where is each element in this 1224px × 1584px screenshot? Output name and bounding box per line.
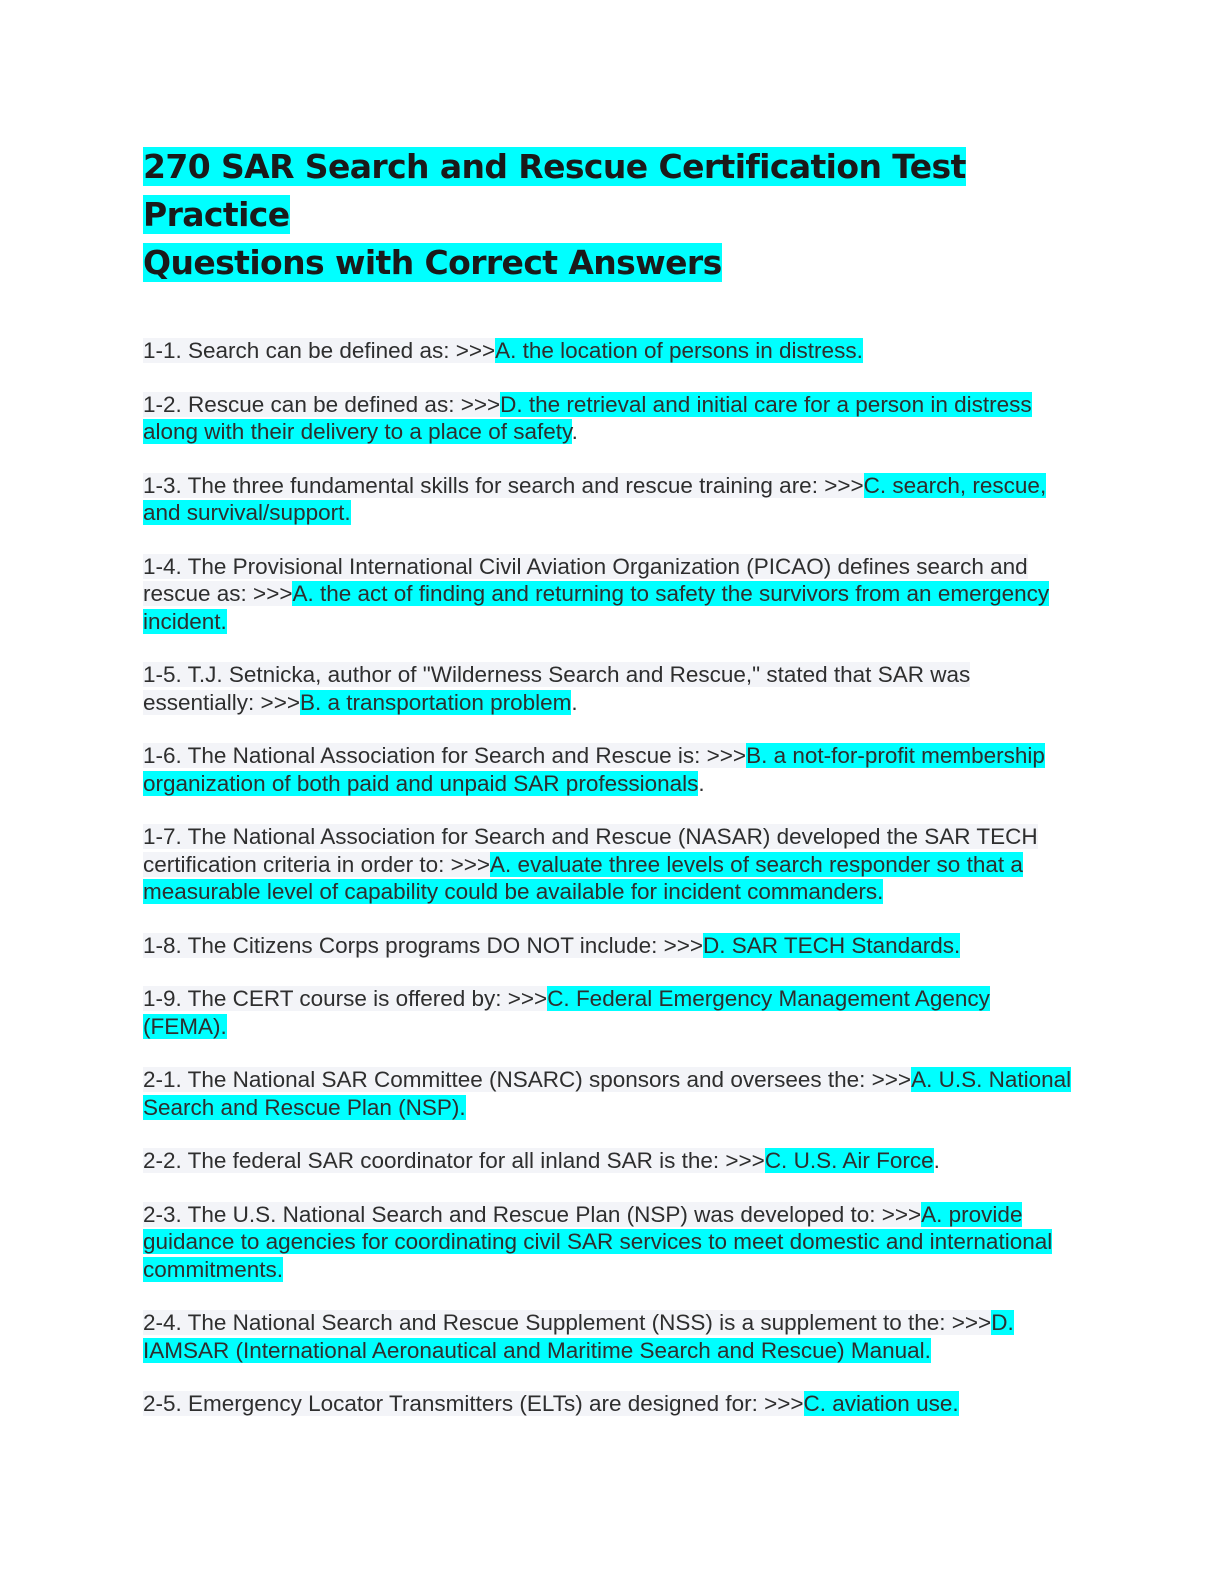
answer-highlight: B. a not-for-profit membership organization of both paid and unpaid SAR professionals [143,743,1045,796]
question-text: 1-7. The National Association for Search and Rescue (NASAR) developed the SAR TECH certification criteria in order to: >>> [143,824,1038,877]
question-text: 1-5. T.J. Setnicka, author of "Wilderness Search and Rescue," stated that SAR was essentially: >>> [143,662,971,715]
question-item [143,932,1078,960]
answer-tail: . [571,419,578,444]
answer-highlight: A. provide guidance to agencies for coordinating civil SAR services to meet domestic and international commitments. [143,1201,1053,1282]
question-item [143,337,1078,365]
question-text: 1-4. The Provisional International Civil Aviation Organization (PICAO) defines search and rescue as: >>> [143,553,1028,606]
answer-highlight: C. U.S. Air Force [764,1148,934,1173]
answer-highlight: D. IAMSAR (International Aeronautical and Maritime Search and Rescue) Manual. [143,1310,1014,1363]
question-item [143,1201,1078,1284]
answer-highlight: A. the location of persons in distress. [495,338,863,363]
question-item [143,661,1078,716]
question-item [143,823,1078,906]
question-text: 1-9. The CERT course is offered by: >>> [143,986,548,1011]
question-text: 2-4. The National Search and Rescue Supplement (NSS) is a supplement to the: >>> [143,1310,992,1335]
question-text: 1-2. Rescue can be defined as: >>> [143,391,501,417]
question-text: 1-6. The National Association for Search and Rescue is: >>> [143,743,747,768]
answer-highlight: A. the act of finding and returning to safety the survivors from an emergency incident. [143,581,1050,634]
question-text: 2-5. Emergency Locator Transmitters (ELTs) are designed for: >>> [143,1391,804,1416]
question-text: 2-2. The federal SAR coordinator for all inland SAR is the: >>> [143,1148,765,1173]
question-item [143,1390,1078,1418]
answer-highlight: D. SAR TECH Standards. [703,932,961,958]
question-item [143,472,1078,527]
answer-tail: . [698,770,705,796]
question-item [143,391,1078,446]
question-text: 1-3. The three fundamental skills for search and rescue training are: >>> [143,472,864,498]
question-item [143,1147,1078,1175]
answer-highlight: A. U.S. National Search and Rescue Plan (NSP). [143,1067,1072,1120]
document-page [143,143,1078,1444]
answer-highlight: D. the retrieval and initial care for a person in distress along with their delivery to a place of safety [143,391,1032,444]
question-item [143,553,1078,636]
question-item [143,1066,1078,1121]
question-text: 2-1. The National SAR Committee (NSARC) sponsors and oversees the: >>> [143,1067,912,1092]
answer-highlight: C. Federal Emergency Management Agency (FEMA). [143,986,990,1039]
question-item [143,742,1078,797]
title-line-2: Questions with Correct Answers [143,243,722,282]
answer-highlight: C. aviation use. [803,1391,959,1416]
document-title [143,143,1078,287]
question-item [143,985,1078,1040]
answer-highlight: A. evaluate three levels of search responder so that a measurable level of capability could be available for incident commanders. [143,851,1023,904]
answer-highlight: C. search, rescue, and survival/support. [143,472,1047,525]
question-item [143,1309,1078,1364]
question-text: 2-3. The U.S. National Search and Rescue Plan (NSP) was developed to: >>> [143,1201,922,1227]
answer-tail: . [571,689,578,715]
question-list [143,337,1078,1418]
answer-highlight: B. a transportation problem [299,689,572,715]
answer-tail: . [933,1148,940,1173]
title-line-1: 270 SAR Search and Rescue Certification Test Practice [143,147,966,234]
question-text: 1-1. Search can be defined as: >>> [143,338,496,363]
question-text: 1-8. The Citizens Corps programs DO NOT include: >>> [143,932,704,958]
